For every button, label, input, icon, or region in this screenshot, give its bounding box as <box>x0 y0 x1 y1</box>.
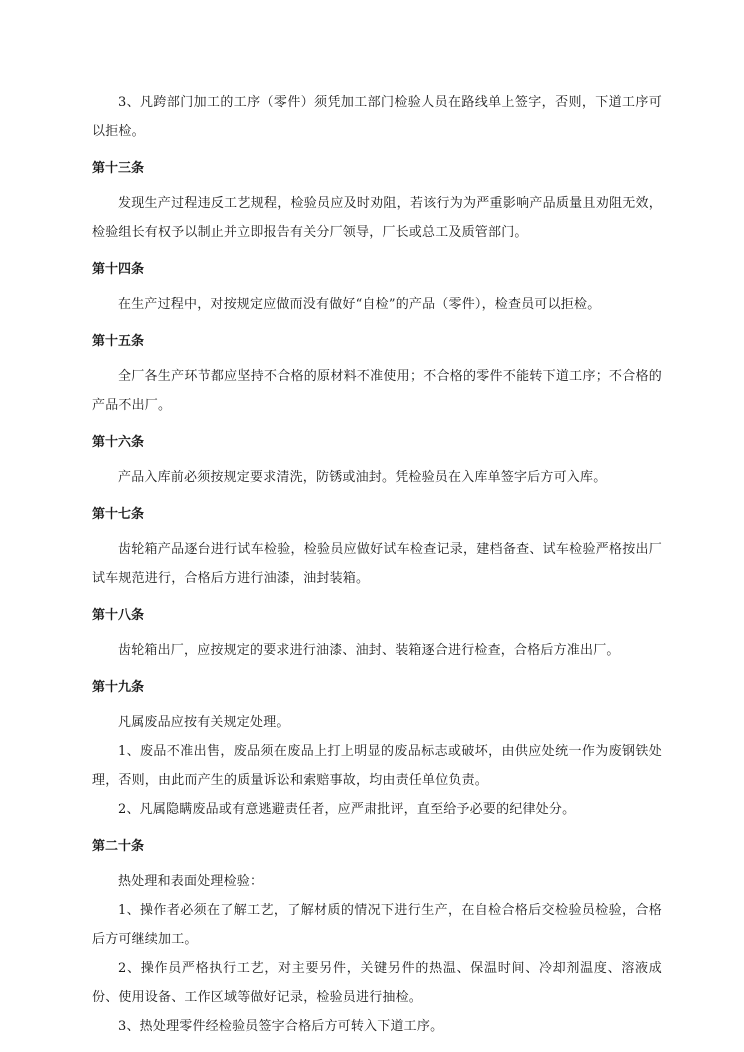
paragraph: 1、废品不准出售，废品须在废品上打上明显的废品标志或破坏，由供应处统一作为废钢铁处理，否则，由此而产生的质量诉讼和索赔事故，均由责任单位负责。 <box>92 744 662 788</box>
article-heading: 第十九条 <box>92 680 145 695</box>
paragraph: 3、凡跨部门加工的工序（零件）须凭加工部门检验人员在路线单上签字，否则，下道工序可以拒检。 <box>92 95 662 139</box>
section-article-14 <box>92 260 662 319</box>
section-article-18 <box>92 606 662 665</box>
paragraph: 1、操作者必须在了解工艺，了解材质的情况下进行生产，在自检合格后交检验员检验，合格后方可继续加工。 <box>92 903 662 947</box>
paragraph: 凡属废品应按有关规定处理。 <box>118 715 290 730</box>
section-article-17 <box>92 505 662 593</box>
paragraph: 热处理和表面处理检验： <box>118 874 264 889</box>
section-article-20 <box>92 837 662 1041</box>
section-article-13 <box>92 159 662 247</box>
article-heading: 第十七条 <box>92 507 145 522</box>
paragraph: 全厂各生产环节都应坚持不合格的原材料不准使用；不合格的零件不能转下道工序；不合格的产品不出厂。 <box>92 369 662 413</box>
paragraph: 2、凡属隐瞒废品或有意逃避责任者，应严肃批评，直至给予必要的纪律处分。 <box>118 802 576 817</box>
article-heading: 第十六条 <box>92 435 145 450</box>
article-heading: 第二十条 <box>92 839 145 854</box>
section-article-19 <box>92 678 662 824</box>
article-heading: 第十五条 <box>92 334 145 349</box>
paragraph: 发现生产过程违反工艺规程，检验员应及时劝阻，若该行为为严重影响产品质量且劝阻无效，检验组长有权予以制止并立即报告有关分厂领导，厂长或总工及质管部门。 <box>92 196 662 240</box>
paragraph: 齿轮箱出厂，应按规定的要求进行油漆、油封、装箱逐合进行检查，合格后方准出厂。 <box>118 643 620 658</box>
paragraph: 在生产过程中，对按规定应做而没有做好“自检”的产品（零件），检查员可以拒检。 <box>118 297 601 312</box>
paragraph: 齿轮箱产品逐台进行试车检验，检验员应做好试车检查记录，建档备查、试车检验严格按出厂试车规范进行，合格后方进行油漆，油封装箱。 <box>92 542 662 586</box>
article-heading: 第十四条 <box>92 262 145 277</box>
paragraph: 3、热处理零件经检验员签字合格后方可转入下道工序。 <box>118 1019 444 1034</box>
article-heading: 第十八条 <box>92 608 145 623</box>
paragraph: 2、操作员严格执行工艺，对主要另件，关键另件的热温、保温时间、冷却剂温度、溶液成份、使用设备、工作区域等做好记录，检验员进行抽检。 <box>92 961 662 1005</box>
paragraph: 产品入库前必须按规定要求清洗，防锈或油封。凭检验员在入库单签字后方可入库。 <box>118 470 607 485</box>
section-article-16 <box>92 433 662 492</box>
section-article-15 <box>92 332 662 420</box>
section-continuation <box>92 88 662 146</box>
document-page <box>92 88 662 1041</box>
article-heading: 第十三条 <box>92 161 145 176</box>
